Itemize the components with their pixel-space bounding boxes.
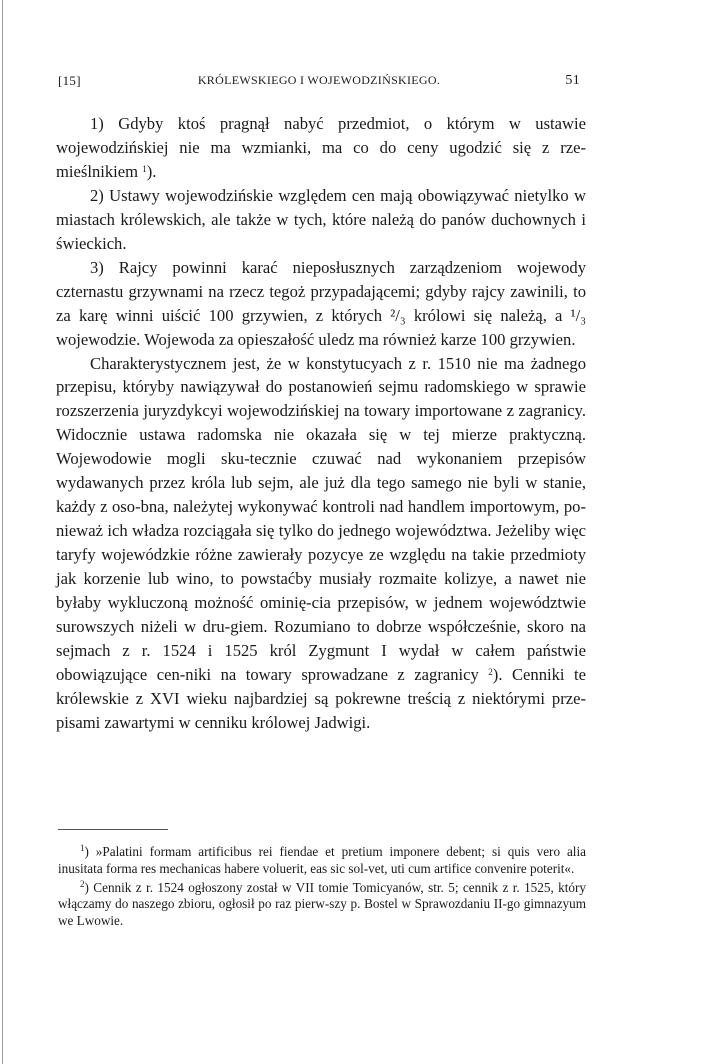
footnote-mark: 2 — [80, 878, 85, 889]
paragraph-4 — [56, 352, 586, 735]
paragraph-3: 3) Rajcy powinni karać nieposłusznych zarządzeniom wojewody czternastu grzywnami na rzecz tegoż przypadającemi; gdyby rajcy zawinili, to za karę winni uiścić 100 grzywien, z których ²/₃ królowi się należą, a ¹/₃ wojewodzie. Wojewoda za opieszałość uledz ma również karze 100 grzywien. — [56, 257, 586, 349]
paragraph-text: ). Cenniki te królewskie z XVI wieku najbardziej są pokrewne treścią z niektórymi prze-pisami zawartymi w cenniku królowej Jadwigi. — [56, 664, 586, 732]
footnote-2 — [58, 880, 586, 930]
running-title: KRÓLEWSKIEGO I WOJEWODZIŃSKIEGO. — [197, 73, 441, 87]
section-number: [15] — [58, 73, 81, 88]
page-edge-line — [2, 0, 3, 1064]
footnotes — [58, 844, 586, 930]
paragraph-text: ). — [146, 161, 157, 181]
paragraph-2: 2) Ustawy wojewodzińskie względem cen mają obowiązywać nietylko w miastach królewskich, ale także w tych, które należą do panów duchownych i świeckich. — [56, 185, 586, 253]
paragraph-1 — [56, 112, 586, 184]
running-header — [58, 73, 580, 93]
page-number: 51 — [565, 73, 580, 88]
footnote-ref: 2 — [488, 666, 493, 677]
footnote-1 — [58, 844, 586, 878]
footnote-ref: 1 — [142, 163, 147, 174]
paragraph-text: 1) Gdyby ktoś pragnął nabyć przedmiot, o którym w ustawie wojewodzińskiej nie ma wzmianki, ma co do ceny ugodzić się z rze-mieślnikiem — [56, 114, 586, 181]
footnote-text: ) Cennik z r. 1524 ogłoszony został w VII tomie Tomicyanów, str. 5; cennik z r. 1525, który włączamy do naszego zbioru, ogłosił po raz pierw-szy p. Bostel w Sprawozdaniu II-go gimnazyum we Lwowie. — [58, 879, 586, 929]
footnote-text: ) »Palatini formam artificibus rei fiendae et pretium imponere debent; si quis vero alia inusitata forma res mechanicas habere voluerit, eas sic sol-vet, uti cum artifice convenire poterit«. — [58, 844, 586, 876]
footnote-separator — [58, 829, 168, 830]
footnote-mark: 1 — [80, 843, 85, 853]
paragraph-text: Charakterystycznem jest, że w konstytucyach z r. 1510 nie ma żadnego przepisu, któryby nawiązywał do postanowień sejmu radomskiego w sprawie rozszerzenia juryzdykcyi wojewodzińskiej na towary importowane z zagranicy. Widocznie ustawa radomska nie okazała się w tej mierze praktyczną. Wojewodowie mogli sku-tecznie czuwać nad wykonaniem przepisów wydawanych przez króla lub sejm, ale już dla tego samego nie byli w stanie, każdy z oso-bna, należytej wykonywać kontroli nad handlem importowym, po-nieważ ich władza rozciągała się tylko do jednego województwa. Jeżeliby więc taryfy wojewódzkie różne zawierały pozycye ze względu na takie przedmioty jak korzenie lub wino, to powstaćby musiały rozmaite kolizye, a nawet nie byłaby wykluczoną możność ominię-cia przepisów, w jednem województwie surowszych niżeli w dru-giem. Rozumiano to dobrze współcześnie, skoro na sejmach z r. 1524 i 1525 król Zygmunt I wydał w całem państwie obowiązujące cen-niki na towary sprowadzane z zagranicy — [56, 353, 586, 684]
main-text — [56, 112, 586, 735]
